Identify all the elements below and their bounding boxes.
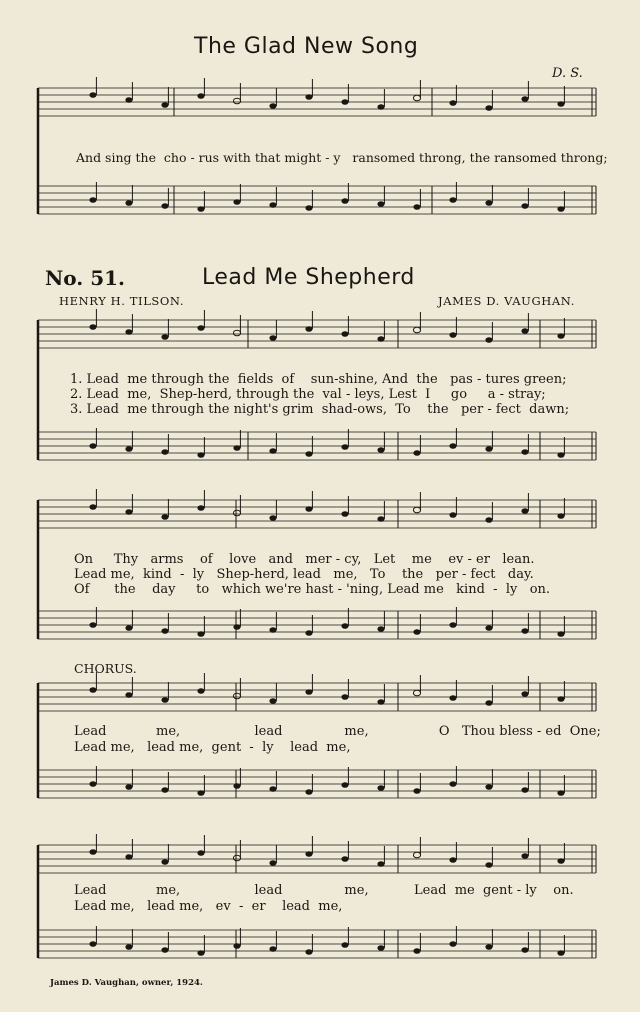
note-head xyxy=(161,787,168,793)
note-head xyxy=(485,200,492,206)
note-head xyxy=(269,335,276,341)
note-head xyxy=(521,508,528,514)
note-head xyxy=(197,790,204,796)
note-head xyxy=(161,859,168,865)
note-head xyxy=(377,785,384,791)
note-head xyxy=(125,509,132,515)
note-head xyxy=(521,691,528,697)
note-head xyxy=(89,92,96,98)
note-head xyxy=(233,445,240,451)
note-head xyxy=(521,203,528,209)
copyright-notice: James D. Vaughan, owner, 1924. xyxy=(50,978,203,988)
note-head xyxy=(161,697,168,703)
note-head xyxy=(485,784,492,790)
verse-line-3: 3. Lead me through the night's grim shad-ows, To the per - fect dawn; xyxy=(70,402,570,417)
hymn-number: No. 51. xyxy=(45,266,125,290)
note-head xyxy=(413,690,420,696)
note-head xyxy=(233,330,240,336)
verse-line-2-cont: Lead me, kind - ly Shep-herd, lead me, To the per - fect day. xyxy=(74,567,534,582)
ds-mark: D. S. xyxy=(552,66,583,81)
note-head xyxy=(413,95,420,101)
note-head xyxy=(557,858,564,864)
note-head xyxy=(305,451,312,457)
note-head xyxy=(233,199,240,205)
note-head xyxy=(557,950,564,956)
note-head xyxy=(341,623,348,629)
note-head xyxy=(269,698,276,704)
note-head xyxy=(413,204,420,210)
lyricist-credit: HENRY H. TILSON. xyxy=(59,294,185,308)
note-head xyxy=(161,102,168,108)
note-head xyxy=(341,331,348,337)
note-head xyxy=(413,450,420,456)
note-head xyxy=(305,94,312,100)
chorus-lyric-1: Lead me, lead me, O Thou bless - ed One; xyxy=(74,724,601,739)
note-head xyxy=(269,103,276,109)
verse-line-1: 1. Lead me through the fields of sun-shine, And the pas - tures green; xyxy=(70,372,567,387)
note-head xyxy=(197,850,204,856)
note-head xyxy=(269,786,276,792)
note-head xyxy=(197,505,204,511)
note-head xyxy=(377,626,384,632)
note-head xyxy=(125,446,132,452)
note-head xyxy=(413,327,420,333)
note-head xyxy=(161,203,168,209)
note-head xyxy=(161,334,168,340)
note-head xyxy=(305,205,312,211)
note-head xyxy=(521,787,528,793)
note-head xyxy=(557,452,564,458)
note-head xyxy=(197,631,204,637)
composer-credit: JAMES D. VAUGHAN. xyxy=(438,294,575,308)
note-head xyxy=(89,781,96,787)
note-head xyxy=(125,854,132,860)
note-head xyxy=(377,336,384,342)
note-head xyxy=(197,950,204,956)
song1-lyric-line: And sing the cho - rus with that might - y ransomed throng, the ransomed throng; xyxy=(76,150,608,165)
note-head xyxy=(449,197,456,203)
note-head xyxy=(89,622,96,628)
note-head xyxy=(89,443,96,449)
note-head xyxy=(377,699,384,705)
note-head xyxy=(341,856,348,862)
chorus-lyric-2: Lead me, lead me, gent - ly lead me, xyxy=(74,740,351,755)
note-head xyxy=(377,104,384,110)
note-head xyxy=(521,96,528,102)
note-head xyxy=(449,695,456,701)
note-head xyxy=(485,337,492,343)
note-head xyxy=(449,100,456,106)
note-head xyxy=(125,692,132,698)
note-head xyxy=(269,448,276,454)
note-head xyxy=(125,784,132,790)
note-head xyxy=(521,628,528,634)
note-head xyxy=(449,443,456,449)
note-head xyxy=(197,452,204,458)
note-head xyxy=(161,947,168,953)
note-head xyxy=(89,941,96,947)
note-head xyxy=(233,98,240,104)
note-head xyxy=(557,631,564,637)
note-head xyxy=(197,93,204,99)
note-head xyxy=(557,696,564,702)
note-head xyxy=(233,510,240,516)
note-head xyxy=(557,101,564,107)
note-head xyxy=(305,326,312,332)
note-head xyxy=(413,788,420,794)
note-head xyxy=(233,693,240,699)
chorus-label: CHORUS. xyxy=(74,661,137,676)
chorus-lyric-3: Lead me, lead me, Lead me gent - ly on. xyxy=(74,883,574,898)
note-head xyxy=(521,449,528,455)
note-head xyxy=(305,506,312,512)
note-head xyxy=(341,198,348,204)
note-head xyxy=(521,328,528,334)
note-head xyxy=(377,447,384,453)
note-head xyxy=(341,444,348,450)
note-head xyxy=(485,105,492,111)
song-title-lead-me-shepherd: Lead Me Shepherd xyxy=(202,265,415,290)
verse-line-2: 2. Lead me, Shep-herd, through the val - leys, Lest I go a - stray; xyxy=(70,387,546,402)
note-head xyxy=(89,687,96,693)
note-head xyxy=(269,627,276,633)
note-head xyxy=(557,206,564,212)
note-head xyxy=(377,945,384,951)
note-head xyxy=(413,507,420,513)
note-head xyxy=(269,515,276,521)
note-head xyxy=(269,202,276,208)
chorus-lyric-4: Lead me, lead me, ev - er lead me, xyxy=(74,899,343,914)
note-head xyxy=(269,860,276,866)
note-head xyxy=(413,629,420,635)
note-head xyxy=(89,324,96,330)
note-head xyxy=(197,206,204,212)
note-head xyxy=(89,504,96,510)
note-head xyxy=(377,201,384,207)
note-head xyxy=(233,624,240,630)
note-head xyxy=(341,511,348,517)
note-head xyxy=(233,783,240,789)
note-head xyxy=(233,943,240,949)
note-head xyxy=(413,852,420,858)
note-head xyxy=(485,944,492,950)
note-head xyxy=(557,333,564,339)
note-head xyxy=(485,862,492,868)
note-head xyxy=(449,332,456,338)
note-head xyxy=(305,789,312,795)
note-head xyxy=(377,516,384,522)
note-head xyxy=(305,851,312,857)
note-head xyxy=(197,325,204,331)
verse-line-3-cont: Of the day to which we're hast - 'ning, Lead me kind - ly on. xyxy=(74,582,551,597)
note-head xyxy=(557,790,564,796)
note-head xyxy=(305,630,312,636)
note-head xyxy=(377,861,384,867)
note-head xyxy=(305,689,312,695)
note-head xyxy=(449,941,456,947)
note-head xyxy=(521,947,528,953)
note-head xyxy=(125,625,132,631)
note-head xyxy=(89,197,96,203)
note-head xyxy=(125,944,132,950)
note-head xyxy=(161,449,168,455)
note-head xyxy=(341,99,348,105)
song-title-glad-new-song: The Glad New Song xyxy=(194,34,419,59)
note-head xyxy=(557,513,564,519)
note-head xyxy=(341,942,348,948)
note-head xyxy=(89,849,96,855)
note-head xyxy=(125,97,132,103)
note-head xyxy=(485,446,492,452)
note-head xyxy=(413,948,420,954)
note-head xyxy=(341,782,348,788)
note-head xyxy=(269,946,276,952)
note-head xyxy=(125,200,132,206)
note-head xyxy=(449,622,456,628)
note-head xyxy=(233,855,240,861)
note-head xyxy=(485,625,492,631)
note-head xyxy=(449,512,456,518)
note-head xyxy=(449,857,456,863)
note-head xyxy=(197,688,204,694)
note-head xyxy=(485,517,492,523)
note-head xyxy=(305,949,312,955)
note-head xyxy=(521,853,528,859)
note-head xyxy=(125,329,132,335)
note-head xyxy=(161,628,168,634)
note-head xyxy=(449,781,456,787)
note-head xyxy=(161,514,168,520)
note-head xyxy=(341,694,348,700)
verse-line-1-cont: On Thy arms of love and mer - cy, Let me ev - er lean. xyxy=(74,552,535,567)
note-head xyxy=(485,700,492,706)
